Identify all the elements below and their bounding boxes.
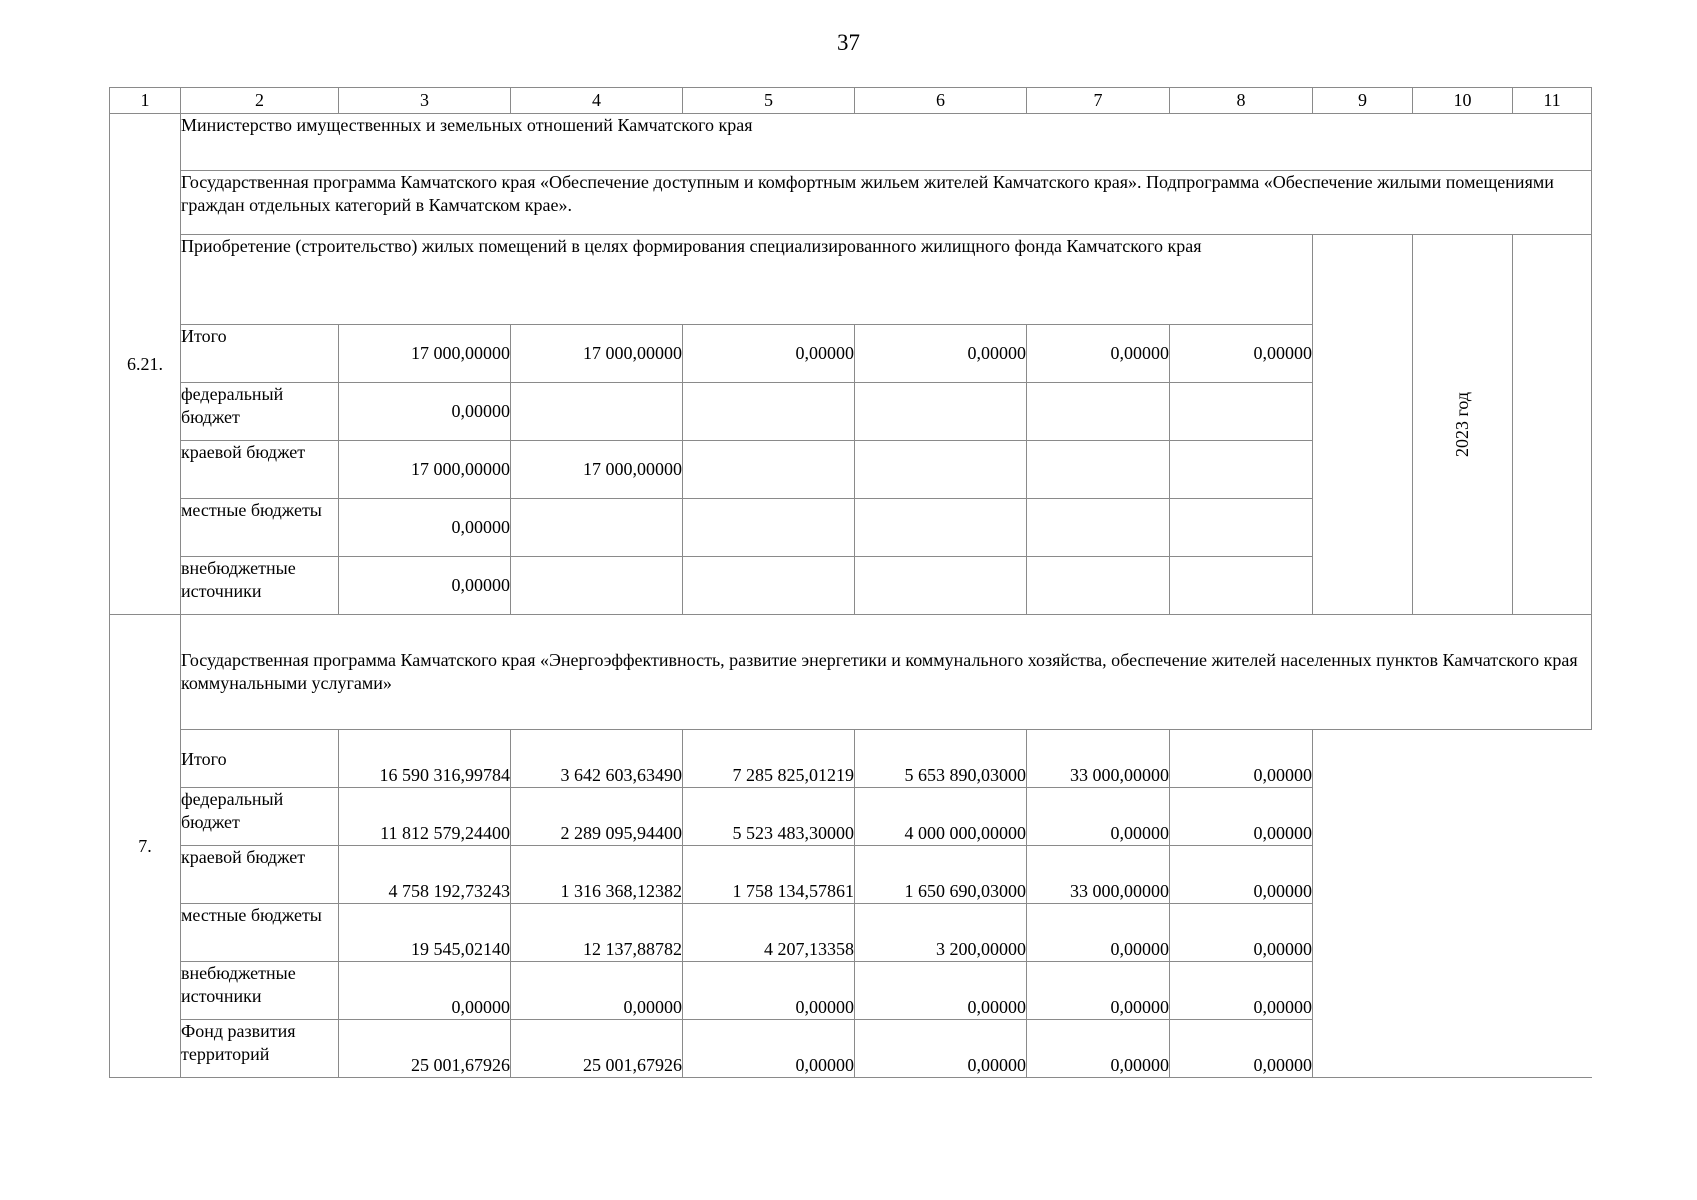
value-cell: 33 000,00000 <box>1027 846 1170 904</box>
value-cell: 1 316 368,12382 <box>511 846 683 904</box>
value-cell: 0,00000 <box>1027 788 1170 846</box>
value-cell: 0,00000 <box>683 325 855 383</box>
value-cell <box>511 557 683 615</box>
value-cell <box>1170 499 1313 557</box>
value-cell <box>511 383 683 441</box>
col-header: 5 <box>683 88 855 114</box>
value-cell: 16 590 316,99784 <box>339 730 511 788</box>
value-cell: 33 000,00000 <box>1027 730 1170 788</box>
col-header: 10 <box>1413 88 1513 114</box>
value-cell: 0,00000 <box>683 962 855 1020</box>
value-cell <box>855 557 1027 615</box>
row-label: Итого <box>181 730 339 788</box>
col-header: 1 <box>110 88 181 114</box>
budget-table <box>109 87 1592 1078</box>
section-number: 6.21. <box>110 114 181 615</box>
year-label: 2023 год <box>1451 391 1472 458</box>
activity-row <box>110 235 1592 325</box>
row-label: Фонд развития территорий <box>181 1020 339 1078</box>
row-label: федеральный бюджет <box>181 788 339 846</box>
value-cell: 19 545,02140 <box>339 904 511 962</box>
page-number: 37 <box>837 30 860 55</box>
value-cell: 25 001,67926 <box>339 1020 511 1078</box>
value-cell: 5 653 890,03000 <box>855 730 1027 788</box>
value-cell <box>683 441 855 499</box>
section-number: 7. <box>110 615 181 1078</box>
value-cell: 0,00000 <box>339 962 511 1020</box>
value-cell <box>855 499 1027 557</box>
value-cell: 0,00000 <box>1170 788 1313 846</box>
value-cell <box>855 441 1027 499</box>
program-row <box>110 171 1592 235</box>
col11-blank <box>1513 235 1592 615</box>
value-cell: 1 650 690,03000 <box>855 846 1027 904</box>
value-cell: 11 812 579,24400 <box>339 788 511 846</box>
program-row <box>110 615 1592 730</box>
value-cell: 0,00000 <box>1027 1020 1170 1078</box>
col-header: 4 <box>511 88 683 114</box>
value-cell <box>1027 441 1170 499</box>
program-name: Государственная программа Камчатского края «Обеспечение доступным и комфортным жильем жителей Камчатского края». Подпрограмма «Обеспечение жилыми помещениями граждан отдельных категорий в Камчатском крае». <box>181 171 1592 235</box>
value-cell <box>683 383 855 441</box>
col-header: 11 <box>1513 88 1592 114</box>
value-cell <box>511 499 683 557</box>
value-cell: 0,00000 <box>1027 904 1170 962</box>
col-header: 9 <box>1313 88 1413 114</box>
column-header-row <box>110 88 1592 114</box>
value-cell: 0,00000 <box>683 1020 855 1078</box>
value-cell <box>683 499 855 557</box>
year-cell <box>1413 235 1513 615</box>
value-cell: 3 200,00000 <box>855 904 1027 962</box>
value-cell: 12 137,88782 <box>511 904 683 962</box>
program-name: Государственная программа Камчатского края «Энергоэффективность, развитие энергетики и коммунального хозяйства, обеспечение жителей населенных пунктов Камчатского края коммунальными услугами» <box>181 615 1592 730</box>
row-label: внебюджетные источники <box>181 962 339 1020</box>
row-label: краевой бюджет <box>181 441 339 499</box>
value-cell: 0,00000 <box>855 962 1027 1020</box>
col-header: 2 <box>181 88 339 114</box>
value-cell: 17 000,00000 <box>339 441 511 499</box>
ministry-name: Министерство имущественных и земельных отношений Камчатского края <box>181 114 1592 171</box>
value-cell: 0,00000 <box>1027 962 1170 1020</box>
value-cell: 0,00000 <box>1170 325 1313 383</box>
value-cell: 0,00000 <box>1027 325 1170 383</box>
col9-blank <box>1313 235 1413 615</box>
value-cell <box>1170 557 1313 615</box>
value-cell <box>683 557 855 615</box>
row-label: местные бюджеты <box>181 499 339 557</box>
value-cell: 25 001,67926 <box>511 1020 683 1078</box>
value-cell: 0,00000 <box>1170 730 1313 788</box>
value-cell: 7 285 825,01219 <box>683 730 855 788</box>
row-label: федеральный бюджет <box>181 383 339 441</box>
value-cell: 0,00000 <box>855 325 1027 383</box>
value-cell: 0,00000 <box>339 499 511 557</box>
value-cell: 17 000,00000 <box>339 325 511 383</box>
row-label: внебюджетные источники <box>181 557 339 615</box>
value-cell: 0,00000 <box>339 557 511 615</box>
value-cell: 0,00000 <box>1170 1020 1313 1078</box>
value-cell <box>1027 499 1170 557</box>
value-cell: 4 207,13358 <box>683 904 855 962</box>
value-cell: 0,00000 <box>1170 904 1313 962</box>
value-cell: 17 000,00000 <box>511 441 683 499</box>
value-cell <box>855 383 1027 441</box>
row-label: Итого <box>181 325 339 383</box>
value-cell: 5 523 483,30000 <box>683 788 855 846</box>
value-cell: 0,00000 <box>511 962 683 1020</box>
col-header: 3 <box>339 88 511 114</box>
value-cell: 4 000 000,00000 <box>855 788 1027 846</box>
activity-name: Приобретение (строительство) жилых помещений в целях формирования специализированного жилищного фонда Камчатского края <box>181 235 1313 325</box>
col-header: 6 <box>855 88 1027 114</box>
value-cell <box>1027 383 1170 441</box>
value-cell: 0,00000 <box>339 383 511 441</box>
row-label: краевой бюджет <box>181 846 339 904</box>
value-cell: 3 642 603,63490 <box>511 730 683 788</box>
value-cell: 0,00000 <box>855 1020 1027 1078</box>
value-cell <box>1170 383 1313 441</box>
value-cell <box>1027 557 1170 615</box>
value-cell: 17 000,00000 <box>511 325 683 383</box>
col-header: 7 <box>1027 88 1170 114</box>
empty-area <box>1313 730 1592 1078</box>
table-row <box>110 730 1592 788</box>
row-label: местные бюджеты <box>181 904 339 962</box>
value-cell: 4 758 192,73243 <box>339 846 511 904</box>
value-cell: 1 758 134,57861 <box>683 846 855 904</box>
value-cell: 0,00000 <box>1170 846 1313 904</box>
col-header: 8 <box>1170 88 1313 114</box>
ministry-row <box>110 114 1592 171</box>
value-cell: 0,00000 <box>1170 962 1313 1020</box>
value-cell <box>1170 441 1313 499</box>
value-cell: 2 289 095,94400 <box>511 788 683 846</box>
